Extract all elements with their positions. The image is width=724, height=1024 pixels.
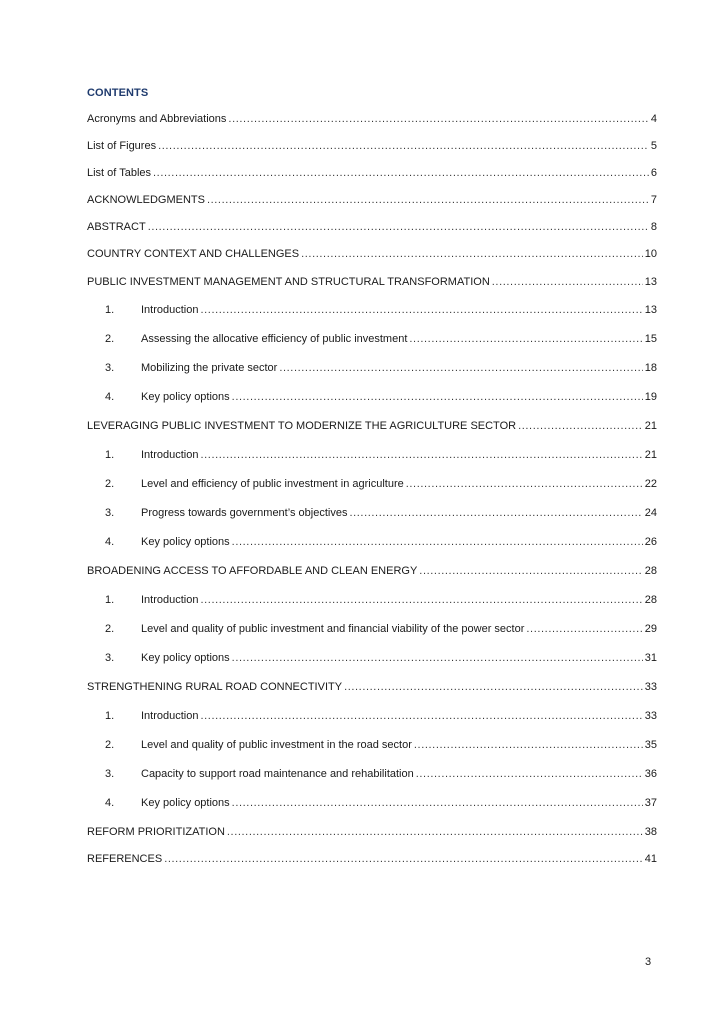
toc-subentry[interactable] — [87, 623, 657, 639]
dot-leader — [232, 536, 643, 548]
toc-entry-title: REFORM PRIORITIZATION — [87, 826, 225, 838]
toc-entry[interactable] — [87, 565, 657, 581]
dot-leader — [419, 565, 642, 577]
dot-leader — [344, 681, 643, 693]
toc-entry-page: 7 — [650, 194, 657, 206]
dot-leader — [409, 333, 642, 345]
toc-entry-page: 19 — [644, 391, 657, 403]
toc-entry-number: 2. — [105, 739, 115, 751]
toc-entry-page: 28 — [644, 565, 657, 577]
dot-leader — [200, 304, 642, 316]
toc-subentry[interactable] — [87, 507, 657, 523]
toc-entry-title: Level and quality of public investment and financial viability of the power sector — [141, 623, 525, 635]
toc-entry-title: REFERENCES — [87, 853, 163, 865]
toc-subentry[interactable] — [87, 333, 657, 349]
toc-entry-title: Assessing the allocative efficiency of public investment — [141, 333, 408, 345]
toc-entry-page: 13 — [644, 276, 657, 288]
toc-entry-page: 24 — [644, 507, 657, 519]
toc-entry-title: Key policy options — [141, 391, 230, 403]
toc-entry-title: BROADENING ACCESS TO AFFORDABLE AND CLEAN ENERGY — [87, 565, 418, 577]
toc-entry-title: Mobilizing the private sector — [141, 362, 278, 374]
toc-subentry[interactable] — [87, 478, 657, 494]
toc-entry-page: 31 — [644, 652, 657, 664]
toc-entry-number: 4. — [105, 536, 115, 548]
toc-entry-page: 33 — [644, 710, 657, 722]
page-number: 3 — [645, 956, 652, 968]
toc-entry-number: 1. — [105, 594, 115, 606]
toc-entry-title: Introduction — [141, 710, 199, 722]
toc-entry-number: 1. — [105, 449, 115, 461]
toc-entry[interactable] — [87, 194, 657, 210]
toc-entry-title: Key policy options — [141, 797, 230, 809]
toc-entry[interactable] — [87, 248, 657, 264]
toc-entry[interactable] — [87, 681, 657, 697]
dot-leader — [414, 739, 643, 751]
toc-entry-title: Capacity to support road maintenance and rehabilitation — [141, 768, 414, 780]
toc-entry-number: 4. — [105, 797, 115, 809]
toc-entry-page: 28 — [644, 594, 657, 606]
toc-entry[interactable] — [87, 420, 657, 436]
toc-entry[interactable] — [87, 853, 657, 869]
dot-leader — [200, 594, 642, 606]
toc-entry[interactable] — [87, 276, 657, 292]
toc-entry-page: 8 — [650, 221, 657, 233]
toc-entry-page: 38 — [644, 826, 657, 838]
toc-entry-page: 29 — [644, 623, 657, 635]
toc-subentry[interactable] — [87, 797, 657, 813]
dot-leader — [148, 221, 649, 233]
dot-leader — [207, 194, 649, 206]
toc-entry-title: Introduction — [141, 304, 199, 316]
toc-entry-title: Key policy options — [141, 652, 230, 664]
toc-entry-page: 5 — [650, 140, 657, 152]
toc-entry-page: 18 — [644, 362, 657, 374]
toc-entry-title: Introduction — [141, 594, 199, 606]
toc-entry-title: Level and efficiency of public investment in agriculture — [141, 478, 404, 490]
toc-entry-number: 2. — [105, 333, 115, 345]
toc-entry-number: 3. — [105, 652, 115, 664]
toc-entry-title: Progress towards government’s objectives — [141, 507, 348, 519]
toc-entry-page: 13 — [644, 304, 657, 316]
dot-leader — [158, 140, 649, 152]
toc-entry-page: 21 — [644, 449, 657, 461]
toc-entry-page: 37 — [644, 797, 657, 809]
toc-entry-page: 22 — [644, 478, 657, 490]
dot-leader — [164, 853, 643, 865]
toc-subentry[interactable] — [87, 594, 657, 610]
toc-subentry[interactable] — [87, 739, 657, 755]
dot-leader — [232, 652, 643, 664]
toc-entry-number: 1. — [105, 710, 115, 722]
toc-entry[interactable] — [87, 140, 657, 156]
dot-leader — [153, 167, 649, 179]
dot-leader — [227, 826, 643, 838]
dot-leader — [416, 768, 643, 780]
toc-entry-number: 1. — [105, 304, 115, 316]
toc-entry-page: 15 — [644, 333, 657, 345]
toc-entry-number: 2. — [105, 623, 115, 635]
toc-entry-page: 35 — [644, 739, 657, 751]
toc-entry[interactable] — [87, 221, 657, 237]
toc-entry[interactable] — [87, 167, 657, 183]
toc-entry-title: COUNTRY CONTEXT AND CHALLENGES — [87, 248, 300, 260]
toc-entry-title: ABSTRACT — [87, 221, 146, 233]
dot-leader — [232, 797, 643, 809]
toc-entry-page: 4 — [650, 113, 657, 125]
toc-entry-title: Key policy options — [141, 536, 230, 548]
toc-entry-title: List of Figures — [87, 140, 157, 152]
dot-leader — [200, 710, 642, 722]
toc-entry-page: 6 — [650, 167, 657, 179]
dot-leader — [526, 623, 642, 635]
toc-subentry[interactable] — [87, 768, 657, 784]
toc-entry-title: PUBLIC INVESTMENT MANAGEMENT AND STRUCTURAL TRANSFORMATION — [87, 276, 490, 288]
toc-subentry[interactable] — [87, 652, 657, 668]
toc-entry-title: Level and quality of public investment in the road sector — [141, 739, 412, 751]
dot-leader — [492, 276, 643, 288]
toc-entry-title: STRENGTHENING RURAL ROAD CONNECTIVITY — [87, 681, 343, 693]
dot-leader — [232, 391, 643, 403]
toc-entry[interactable] — [87, 113, 657, 129]
toc-entry-page: 26 — [644, 536, 657, 548]
toc-entry-title: List of Tables — [87, 167, 152, 179]
toc-entry-page: 41 — [644, 853, 657, 865]
toc-subentry[interactable] — [87, 362, 657, 378]
toc-entry-page: 21 — [644, 420, 657, 432]
toc-subentry[interactable] — [87, 391, 657, 407]
contents-heading: CONTENTS — [87, 87, 149, 99]
toc-entry-title: LEVERAGING PUBLIC INVESTMENT TO MODERNIZE THE AGRICULTURE SECTOR — [87, 420, 517, 432]
toc-subentry[interactable] — [87, 449, 657, 465]
dot-leader — [279, 362, 642, 374]
dot-leader — [406, 478, 643, 490]
toc-entry[interactable] — [87, 826, 657, 842]
toc-entry-number: 3. — [105, 362, 115, 374]
toc-subentry[interactable] — [87, 304, 657, 320]
toc-entry-title: Acronyms and Abbreviations — [87, 113, 227, 125]
toc-subentry[interactable] — [87, 536, 657, 552]
toc-entry-title: ACKNOWLEDGMENTS — [87, 194, 205, 206]
toc-entry-page: 10 — [644, 248, 657, 260]
dot-leader — [228, 113, 648, 125]
toc-entry-number: 2. — [105, 478, 115, 490]
dot-leader — [200, 449, 642, 461]
toc-entry-number: 3. — [105, 768, 115, 780]
dot-leader — [349, 507, 642, 519]
toc-subentry[interactable] — [87, 710, 657, 726]
toc-entry-page: 36 — [644, 768, 657, 780]
toc-entry-number: 4. — [105, 391, 115, 403]
toc-entry-page: 33 — [644, 681, 657, 693]
dot-leader — [301, 248, 643, 260]
toc-entry-number: 3. — [105, 507, 115, 519]
dot-leader — [518, 420, 643, 432]
toc-entry-title: Introduction — [141, 449, 199, 461]
